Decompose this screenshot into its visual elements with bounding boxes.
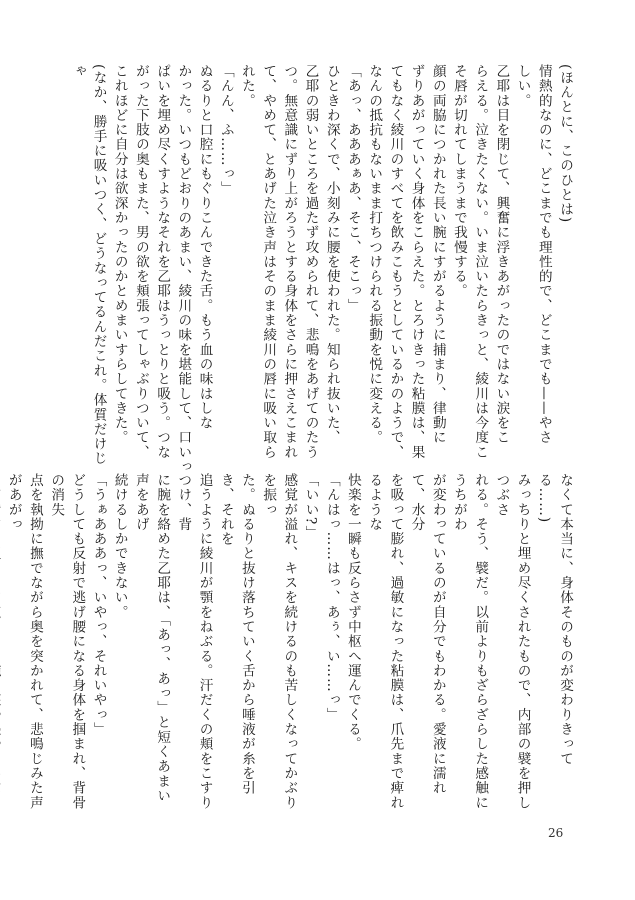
text-line: ずりあがっていく身体をこらえた。とろけきった粘膜は、果 xyxy=(408,64,425,460)
text-line: 「あっ、あああぁあ、そこ、そこっ」 xyxy=(344,64,361,314)
text-line: 「んん、ふ……っ」 xyxy=(217,64,234,196)
text-line: た。ぬるりと抜け落ちていく舌から唾液が糸を引き、それを xyxy=(217,473,255,796)
text-line: つ。無意識にずり上がろうとする身体をさらに押さえこまれ xyxy=(281,64,298,460)
text-line: そ唇が切れてしまうまで我慢する。 xyxy=(450,64,467,299)
text-line: かった。いつもどおりのあまい、綾川の味を堪能して、口いっ xyxy=(175,64,192,475)
text-line: らえる。泣きたくない。いま泣いたらきっと、綾川は今度こ xyxy=(472,64,489,460)
text-line: ぱいを埋め尽くすようなそれを乙耶はうっとりと吸う。つな xyxy=(154,64,171,460)
text-line xyxy=(0,473,3,813)
text-line: 続けるしかできない。 xyxy=(111,473,128,620)
text-line: 点を執拗に撫でながら奥を突かれて、悲鳴じみた声があがっ xyxy=(5,473,43,810)
text-line: を吸って膨れ、過敏になった粘膜は、爪先まで痺れるような xyxy=(366,473,404,810)
text-line: 「んはっ……はっ、あぅ、い……っ」 xyxy=(323,473,340,723)
text-line: がった下肢の奥もまた、男の欲を頬張ってしゃぶりついて、 xyxy=(132,64,149,460)
text-line: これほどに自分は欲深かったのかとめまいすらしてきた。 xyxy=(111,64,128,445)
text-line: しい。 xyxy=(514,64,531,108)
text-line: 情熱的なのに、どこまでも理性的で、どこまでも——やさ xyxy=(535,64,552,445)
text-line: ひときわ深くで、小刻みに腰を使われた。知られ抜いた、 xyxy=(323,64,340,445)
text-line: なんの抵抗もないまま打ちつけられる振動を悦に変える。 xyxy=(366,64,383,445)
text-line: 「いい?」 xyxy=(302,473,319,540)
text-line: れた。 xyxy=(238,64,255,108)
text-line: 「うぁあああっ、いやっ、それいやっ」 xyxy=(90,473,107,737)
text-block-bottom xyxy=(5,473,575,813)
text-line: 追うように綾川が顎をねぶる。汗だくの頬をこすりつけ、背 xyxy=(175,473,213,810)
text-line: どうしても反射で逃げ腰になる身体を掴まれ、背骨の消失 xyxy=(48,473,86,810)
text-line: てもなく綾川のすべてを飲みこもうとしているかのようで、 xyxy=(387,64,404,460)
text-line: 快楽を一瞬も反らさず中枢へ運んでくる。 xyxy=(344,473,361,752)
page-number: 26 xyxy=(548,826,564,840)
text-line: が変わっているのが自分でもわかる。愛液に濡れて、水分 xyxy=(408,473,446,796)
text-line: なくて本当に、身体そのものが変わりきってる……) xyxy=(535,473,573,766)
text-line: に腕を絡めた乙耶は、「あっ、あっ」と短くあまい声をあげ xyxy=(132,473,171,804)
text-line: (なか、勝手に吸いつく、どうなってるんだこれ。体質だけじゃ xyxy=(69,64,107,466)
text-line: みっちりと埋め尽くされたもので、内部の襞を押しつぶさ xyxy=(493,473,531,810)
text-line: (ほんとに、このひとは) xyxy=(557,64,573,224)
text-line: 乙耶は目を閉じて、興奮に浮きあがったのではない涙をこ xyxy=(493,64,510,445)
text-line: れる。そう、襞だ。以前よりもざらざらした感触にうちがわ xyxy=(450,473,489,810)
text-line: 顔の両脇につかれた長い腕にすがるように捕まり、律動に xyxy=(429,64,446,445)
text-line: 乙耶の弱いところを過たず攻められて、悲鳴をあげてのたう xyxy=(302,64,319,460)
text-block-top xyxy=(69,64,575,479)
text-line: 感覚が溢れ、キスを続けるのも苦しくなってかぶりを振っ xyxy=(260,473,298,810)
text-line: て、やめて、とあげた泣き声はそのまま綾川の唇に吸い取ら xyxy=(260,64,277,460)
text-line: ぬるりと口腔にもぐりこんできた舌。もう血の味はしな xyxy=(196,64,213,431)
